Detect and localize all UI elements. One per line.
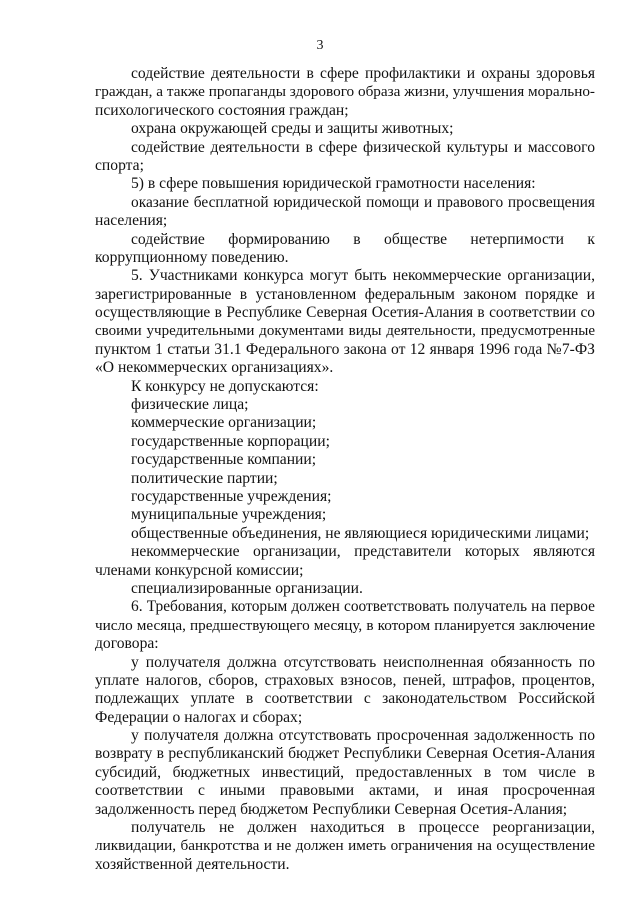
- text-line: содействие деятельности в сфере физической культуры и массового: [131, 138, 595, 156]
- text-line: граждан, а также пропаганды здорового образа жизни, улучшения морально-: [95, 83, 595, 101]
- text-line: хозяйственной деятельности.: [95, 855, 290, 873]
- text-line: у получателя должна отсутствовать неисполненная обязанность по: [131, 653, 595, 671]
- text-line: подлежащих уплате в соответствии с законодательством Российской: [95, 690, 595, 708]
- text-line: зарегистрированные в установленном федеральным законом порядке и: [95, 285, 595, 303]
- text-line: пунктом 1 статьи 31.1 Федерального закона от 12 января 1996 года №7-ФЗ: [95, 340, 595, 358]
- text-line: физические лица;: [131, 396, 249, 414]
- text-line: спорта;: [95, 156, 144, 174]
- text-line: оказание бесплатной юридической помощи и правового просвещения: [131, 193, 595, 211]
- text-line: осуществляющие в Республике Северная Осетия-Алания в соответствии со: [95, 304, 595, 322]
- document-body: [95, 65, 595, 874]
- text-line: уплате налогов, сборов, страховых взносов, пеней, штрафов, процентов,: [95, 671, 595, 689]
- text-line: 5. Участниками конкурса могут быть некоммерческие организации,: [131, 267, 595, 285]
- text-line: коррупционному поведению.: [95, 248, 289, 266]
- text-line: муниципальные учреждения;: [131, 506, 327, 524]
- text-line: содействие деятельности в сфере профилактики и охраны здоровья: [131, 65, 595, 82]
- text-line: ликвидации, банкротства и не должен иметь ограничения на осуществление: [95, 837, 595, 855]
- text-line: К конкурсу не допускаются:: [131, 377, 319, 395]
- text-line: специализированные организации.: [131, 579, 363, 597]
- text-line: государственные корпорации;: [131, 432, 330, 450]
- text-line: возврату в республиканский бюджет Республики Северная Осетия-Алания: [95, 745, 595, 763]
- text-line: психологического состояния граждан;: [95, 101, 349, 119]
- text-line: охрана окружающей среды и защиты животных;: [131, 120, 454, 138]
- text-line: получатель не должен находиться в процессе реорганизации,: [131, 819, 595, 837]
- text-line: число месяца, предшествующего месяцу, в котором планируется заключение: [95, 616, 595, 634]
- text-line: задолженность перед бюджетом Республики Северная Осетия-Алания;: [95, 800, 568, 818]
- text-line: населения;: [95, 212, 168, 230]
- text-line: государственные компании;: [131, 451, 317, 469]
- text-line: у получателя должна отсутствовать просроченная задолженность по: [131, 727, 595, 745]
- text-line: некоммерческие организации, представители которых являются: [131, 543, 595, 561]
- page-number: 3: [316, 38, 324, 53]
- text-line: «О некоммерческих организациях».: [95, 359, 334, 377]
- text-line: 5) в сфере повышения юридической грамотности населения:: [131, 175, 536, 193]
- text-line: Федерации о налогах и сборах;: [95, 708, 303, 726]
- text-line: соответствии с иными правовыми актами, и иная просроченная: [95, 782, 595, 800]
- text-line: политические партии;: [131, 469, 278, 487]
- text-line: содействие формированию в обществе нетерпимости к: [131, 230, 595, 248]
- text-line: субсидий, бюджетных инвестиций, предоставленных в том числе в: [95, 763, 595, 781]
- text-line: договора:: [95, 635, 159, 653]
- text-line: коммерческие организации;: [131, 414, 317, 432]
- text-line: государственные учреждения;: [131, 487, 332, 505]
- text-line: общественные объединения, не являющиеся юридическими лицами;: [131, 524, 590, 542]
- text-line: своими учредительными документами виды деятельности, предусмотренные: [95, 323, 595, 340]
- text-line: членами конкурсной комиссии;: [95, 561, 304, 579]
- text-line: 6. Требования, которым должен соответствовать получатель на первое: [131, 598, 595, 616]
